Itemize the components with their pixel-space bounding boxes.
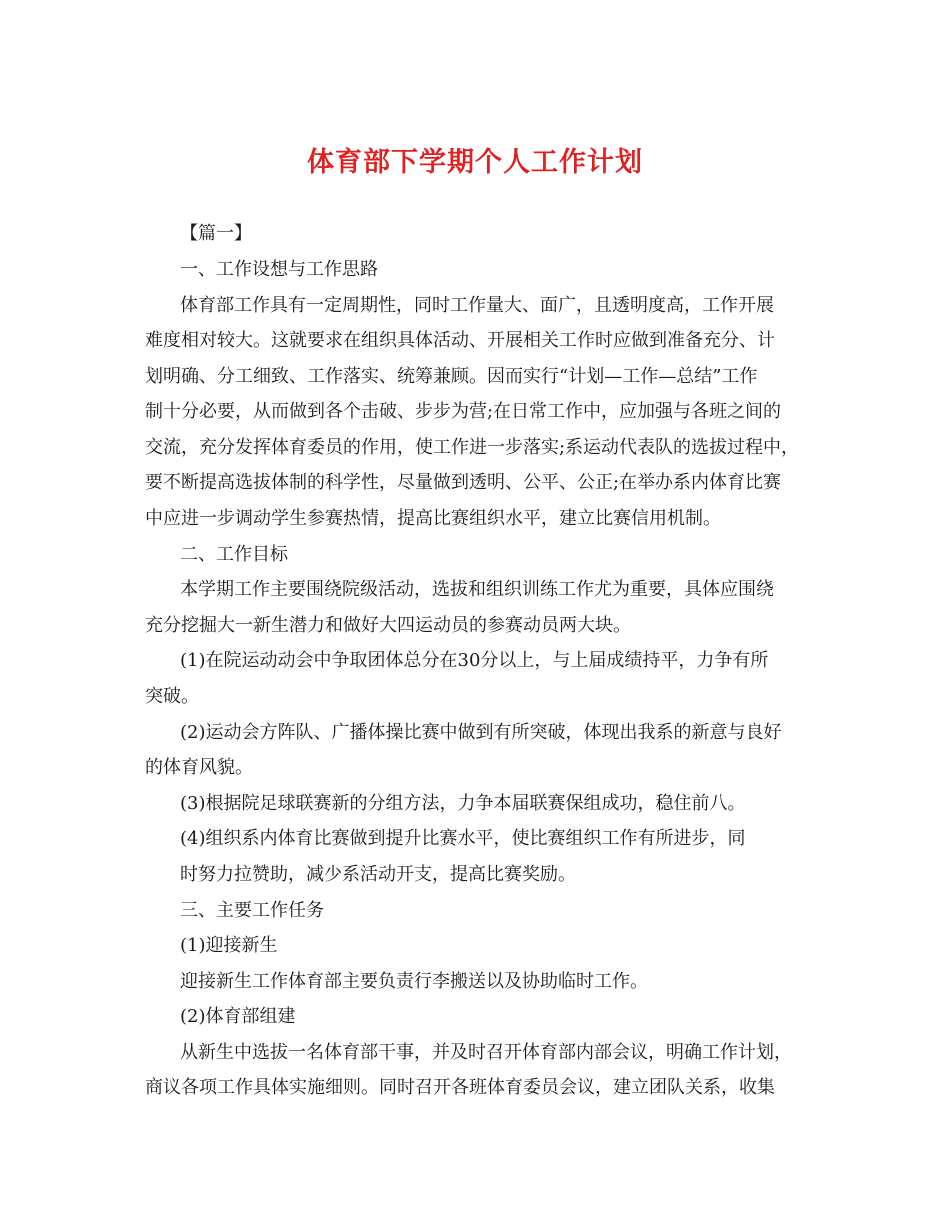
paragraph-line: 制十分必要，从而做到各个击破、步步为营;在日常工作中，应加强与各班之间的 [145, 401, 782, 422]
paragraph-line: 商议各项工作具体实施细则。同时召开各班体育委员会议，建立团队关系，收集 [145, 1077, 775, 1098]
list-item-line: (2)运动会方阵队、广播体操比赛中做到有所突破，体现出我系的新意与良好 [180, 722, 782, 743]
paragraph-line: 要不断提高选拔体制的科学性，尽量做到透明、公平、公正;在举办系内体育比赛 [145, 472, 782, 493]
paragraph-line: 充分挖掘大一新生潜力和做好大四运动员的参赛动员两大块。 [145, 615, 631, 636]
subsection-heading: (1)迎接新生 [180, 935, 278, 956]
list-item-line: 突破。 [145, 686, 199, 707]
section-heading: 二、工作目标 [180, 544, 288, 565]
paragraph-line: 交流，充分发挥体育委员的作用，使工作进一步落实;系运动代表队的选拔过程中， [145, 437, 800, 458]
document-title: 体育部下学期个人工作计划 [307, 147, 643, 178]
subsection-heading: (2)体育部组建 [180, 1006, 296, 1027]
list-item-line: 的体育风貌。 [145, 757, 253, 778]
section-heading-part-one: 【篇一】 [180, 223, 252, 244]
paragraph-line: 从新生中选拔一名体育部干事，并及时召开体育部内部会议，明确工作计划， [180, 1042, 792, 1063]
paragraph-line: 体育部工作具有一定周期性，同时工作量大、面广，且透明度高，工作开展 [180, 295, 774, 316]
section-heading: 一、工作设想与工作思路 [180, 259, 378, 280]
paragraph-line: 难度相对较大。这就要求在组织具体活动、开展相关工作时应做到准备充分、计 [145, 330, 775, 351]
list-item-line: (1)在院运动动会中争取团体总分在30分以上，与上届成绩持平，力争有所 [180, 650, 769, 671]
paragraph-line: 本学期工作主要围绕院级活动，选拔和组织训练工作尤为重要，具体应围绕 [180, 579, 774, 600]
list-item-line: (4)组织系内体育比赛做到提升比赛水平，使比赛组织工作有所进步，同 [180, 828, 746, 849]
list-item-line: (3)根据院足球联赛新的分组方法，力争本届联赛保组成功，稳住前八。 [180, 793, 746, 814]
paragraph-line: 划明确、分工细致、工作落实、统筹兼顾。因而实行“计划—工作—总结”工作 [145, 366, 758, 387]
paragraph-line: 中应进一步调动学生参赛热情，提高比赛组织水平，建立比赛信用机制。 [145, 508, 721, 529]
paragraph-line: 迎接新生工作体育部主要负责行李搬送以及协助临时工作。 [180, 971, 648, 992]
section-heading: 三、主要工作任务 [180, 900, 324, 921]
list-item-line: 时努力拉赞助，减少系活动开支，提高比赛奖励。 [180, 864, 576, 885]
